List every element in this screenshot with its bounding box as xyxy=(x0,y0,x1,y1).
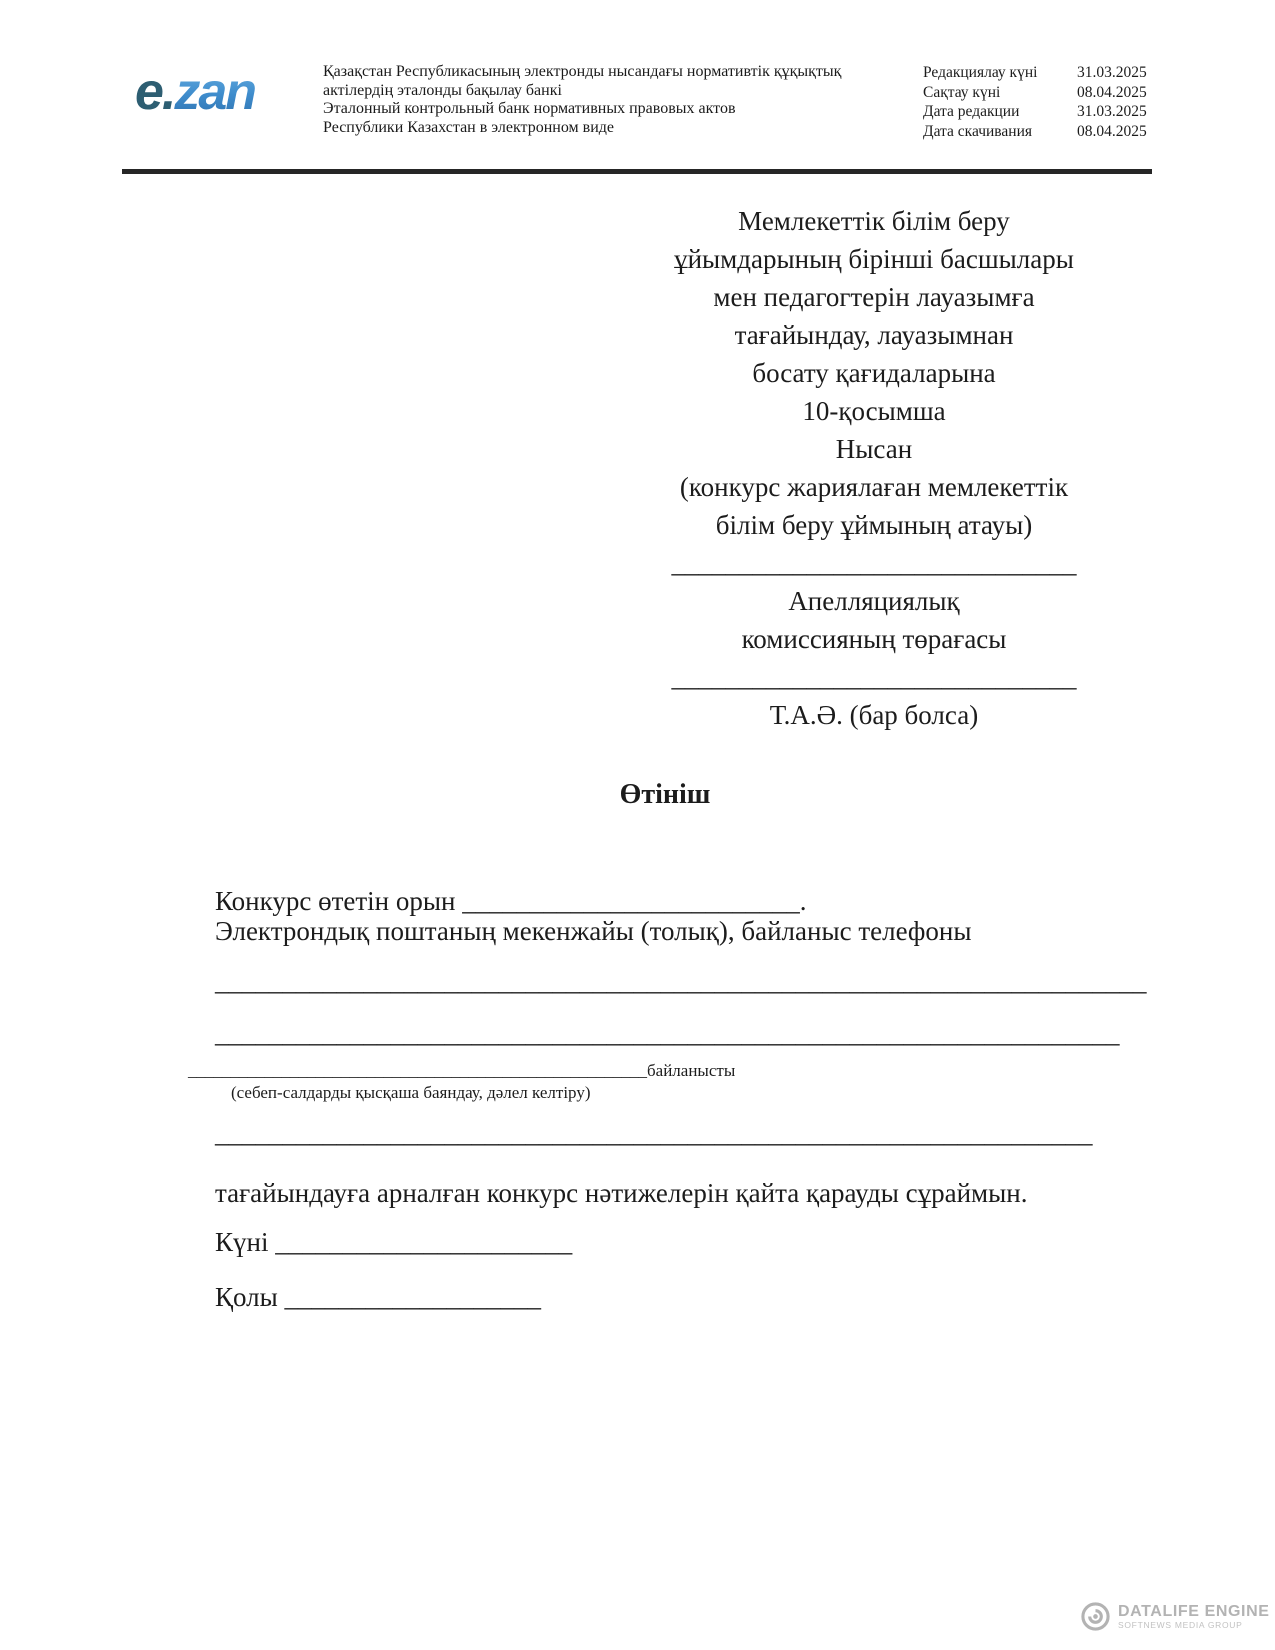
meta-value: 08.04.2025 xyxy=(1077,122,1147,140)
appendix-line: тағайындау, лауазымнан xyxy=(734,320,1014,350)
ezan-logo-zan: zan xyxy=(174,63,256,121)
meta-row xyxy=(923,122,1157,142)
document-header xyxy=(135,58,1157,141)
appendix-line: Мемлекеттік білім беру xyxy=(738,206,1010,236)
venue-period: . xyxy=(799,886,807,916)
date-line xyxy=(215,1225,572,1259)
fio-hint-line: Т.А.Ә. (бар болса) xyxy=(769,700,979,730)
org-line: Қазақстан Республикасының электронды нысандағы нормативтік құқықтық xyxy=(323,63,842,80)
appendix-line: Нысан xyxy=(835,434,913,464)
datalife-subtitle: SOFTNEWS MEDIA GROUP xyxy=(1118,1620,1243,1630)
request-line: тағайындауға арналған конкурс нәтижелерін қайта қарауды сұраймын. xyxy=(215,1178,1028,1208)
blank-fill-line: ___________________________________________________________________ xyxy=(215,1018,1120,1048)
org-description xyxy=(323,58,855,137)
meta-row xyxy=(923,83,1157,103)
meta-value: 31.03.2025 xyxy=(1077,64,1147,81)
appendix-blank-line: ______________________________ xyxy=(671,662,1077,692)
ezan-logo-e: e. xyxy=(135,63,175,121)
reason-blank: ______________________________________________________ xyxy=(188,1061,647,1080)
chairman-line: Апелляциялық xyxy=(788,586,960,616)
org-line: актілердің эталонды бақылау банкі xyxy=(323,81,562,99)
datalife-text xyxy=(1118,1603,1270,1630)
appendix-line: білім беру ұймының атауы) xyxy=(715,510,1033,540)
blank-fill-line: _____________________________________________________________________ xyxy=(215,966,1147,996)
org-line: Республики Казахстан в электронном виде xyxy=(323,118,615,136)
appendix-line: босату қағидаларына xyxy=(752,358,996,388)
reason-suffix: байланысты xyxy=(647,1061,736,1080)
date-label: Күні xyxy=(215,1227,276,1257)
appendix-line: (конкурс жариялаған мемлекеттік xyxy=(679,472,1069,502)
meta-row xyxy=(923,63,1157,83)
eye-icon xyxy=(1080,1601,1111,1632)
meta-label: Дата скачивания xyxy=(923,122,1033,140)
meta-value: 31.03.2025 xyxy=(1077,103,1147,120)
appendix-line: 10-қосымша xyxy=(802,396,946,426)
email-label-line: Электрондық поштаның мекенжайы (толық), байланыс телефоны xyxy=(215,916,972,946)
reason-hint-line: (себеп-салдарды қысқаша баяндау, дәлел келтіру) xyxy=(231,1083,591,1102)
meta-label: Сақтау күні xyxy=(923,83,1001,101)
blank-fill-line: _________________________________________________________________ xyxy=(215,1118,1093,1148)
venue-blank: _________________________ xyxy=(462,886,800,916)
meta-label: Дата редакции xyxy=(923,103,1020,120)
form-title: Өтініш xyxy=(619,779,711,810)
appendix-block xyxy=(640,202,1108,734)
org-line: Эталонный контрольный банк нормативных правовых актов xyxy=(323,100,736,117)
datalife-engine-logo xyxy=(1080,1601,1270,1632)
reason-line xyxy=(188,1060,735,1081)
date-blank: ______________________ xyxy=(275,1227,573,1257)
datalife-brand: DATALIFE ENGINE xyxy=(1118,1603,1270,1620)
appendix-line: ұйымдарының бірінші басшылары xyxy=(674,244,1074,274)
venue-line xyxy=(215,884,806,918)
form-body xyxy=(188,884,1163,1334)
meta-row xyxy=(923,102,1157,122)
signature-line xyxy=(215,1280,541,1314)
ezan-logo xyxy=(135,58,287,121)
chairman-line: комиссияның төрағасы xyxy=(741,624,1007,654)
appendix-blank-line: ______________________________ xyxy=(671,548,1077,578)
meta-value: 08.04.2025 xyxy=(1077,83,1147,101)
document-meta xyxy=(923,58,1157,141)
header-divider xyxy=(122,169,1152,174)
venue-label: Конкурс өтетін орын xyxy=(215,886,463,916)
signature-label: Қолы xyxy=(215,1282,285,1312)
appendix-line: мен педагогтерін лауазымға xyxy=(713,282,1035,312)
signature-blank: ___________________ xyxy=(284,1282,542,1312)
meta-label: Редакциялау күні xyxy=(923,64,1038,81)
